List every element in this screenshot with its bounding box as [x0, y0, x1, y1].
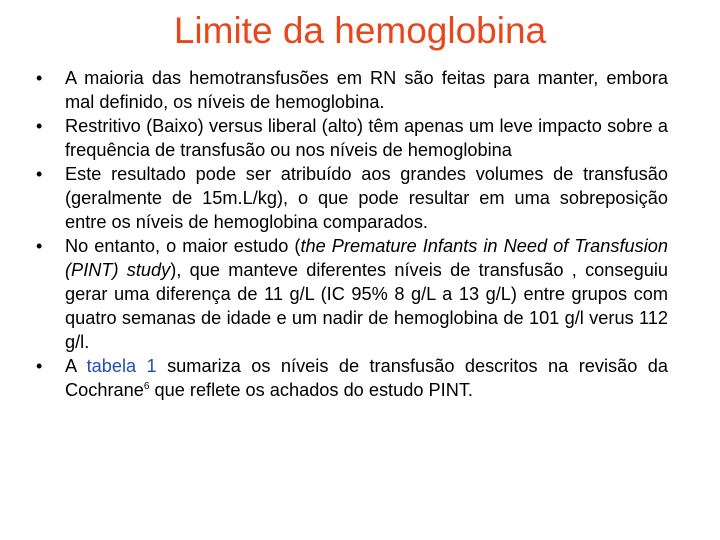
- bullet-item: [36, 114, 668, 162]
- bullet-text-part: que reflete os achados do estudo PINT.: [149, 380, 473, 400]
- bullet-item: [36, 234, 668, 354]
- bullet-text-part: A: [65, 356, 87, 376]
- bullet-item: [36, 66, 668, 114]
- bullet-marker: •: [36, 164, 43, 184]
- bullet-marker: •: [36, 236, 43, 256]
- bullet-text-part: No entanto, o maior estudo (: [65, 236, 301, 256]
- bullet-marker: •: [36, 116, 43, 136]
- bullet-text: Restritivo (Baixo) versus liberal (alto) têm apenas um leve impacto sobre a frequência de transfusão ou nos níveis de hemoglobina: [65, 116, 668, 160]
- reference-superscript: 6: [143, 380, 150, 392]
- bullet-item: [36, 354, 668, 402]
- bullet-marker: •: [36, 68, 43, 88]
- bullet-item: [36, 162, 668, 234]
- bullet-marker: •: [36, 356, 43, 376]
- slide-title: Limite da hemoglobina: [173, 10, 547, 51]
- bullet-list: [36, 66, 668, 402]
- bullet-text: Este resultado pode ser atribuído aos grandes volumes de transfusão (geralmente de 15m.L/kg), o que pode resultar em uma sobreposição entre os níveis de hemoglobina comparados.: [65, 164, 668, 232]
- study-name-italic: the Premature Infants in Need of Transfusion (PINT) study: [65, 236, 668, 280]
- bullet-text: A maioria das hemotransfusões em RN são feitas para manter, embora mal definido, os níveis de hemoglobina.: [65, 68, 668, 112]
- bullet-text-part: ), que manteve diferentes níveis de transfusão , conseguiu gerar uma diferença de 11 g/L (IC 95% 8 g/L a 13 g/L) entre grupos com quatro semanas de idade e um nadir de hemoglobina de 101 g/l verus 112 g/l.: [65, 260, 668, 352]
- bullet-text-part: sumariza os níveis de transfusão descritos na revisão da Cochrane: [65, 356, 668, 400]
- table-1-link[interactable]: tabela 1: [86, 356, 157, 376]
